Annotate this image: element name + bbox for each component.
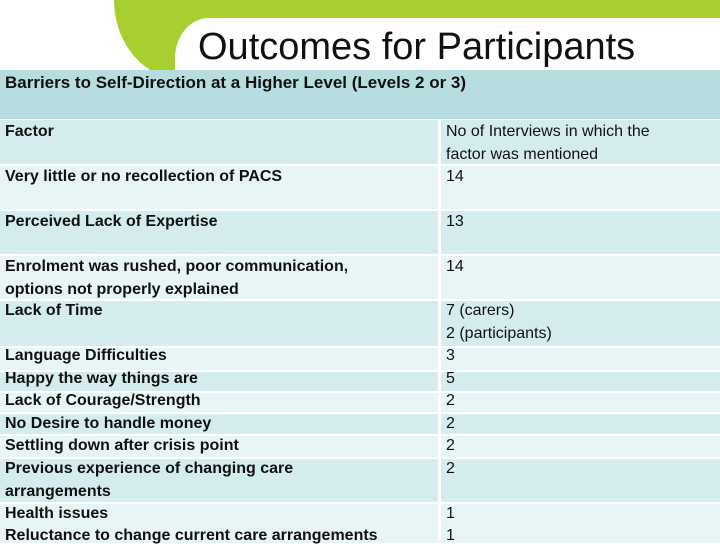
count-cell-line: 14 — [446, 258, 464, 275]
count-cell — [446, 166, 716, 189]
count-cell-line: 14 — [446, 168, 464, 185]
factor-cell-line: Happy the way things are — [5, 370, 198, 387]
count-cell-line: 1 — [446, 527, 455, 544]
count-cell — [446, 413, 716, 436]
factor-cell — [5, 390, 435, 413]
factor-cell-line: Previous experience of changing care — [5, 460, 294, 477]
factor-cell — [5, 368, 435, 391]
factor-column-header-line: Factor — [5, 123, 54, 140]
factor-cell-line: Language Difficulties — [5, 347, 167, 364]
count-cell-line: 5 — [446, 370, 455, 387]
count-column-header-line: factor was mentioned — [446, 145, 599, 163]
factor-cell-line: Settling down after crisis point — [5, 437, 239, 454]
factor-column-header — [5, 121, 435, 144]
count-cell-line: 2 — [446, 415, 455, 432]
count-cell — [446, 345, 716, 368]
factor-cell-line: Perceived Lack of Expertise — [5, 213, 218, 230]
factor-cell-line: Reluctance to change current care arrangements — [5, 527, 378, 544]
count-cell — [446, 458, 716, 481]
factor-cell-line: Health issues — [5, 505, 109, 522]
count-cell-line: 7 (carers) — [446, 302, 515, 319]
factor-cell — [5, 435, 435, 458]
count-cell-line: 1 — [446, 505, 455, 522]
table-heading: Barriers to Self-Direction at a Higher Level (Levels 2 or 3) — [5, 73, 467, 92]
factor-cell — [5, 413, 435, 436]
count-cell — [446, 256, 716, 279]
column-divider — [438, 120, 441, 540]
factor-cell-line: options not properly explained — [5, 280, 239, 298]
count-cell — [446, 435, 716, 458]
count-cell-line: 2 — [446, 437, 455, 454]
factor-cell-line: No Desire to handle money — [5, 415, 212, 432]
factor-cell-line: Lack of Courage/Strength — [5, 392, 201, 409]
factor-cell — [5, 211, 435, 234]
count-cell-line: 13 — [446, 213, 464, 230]
count-cell-line: 2 — [446, 392, 455, 409]
factor-cell-line: arrangements — [5, 482, 111, 500]
count-cell — [446, 211, 716, 234]
count-cell-line: 2 — [446, 460, 455, 477]
factor-cell — [5, 503, 435, 526]
factor-cell — [5, 166, 435, 189]
factor-cell-line: Lack of Time — [5, 302, 103, 319]
factor-cell-line: Enrolment was rushed, poor communication, — [5, 258, 349, 275]
count-column-header — [446, 121, 716, 166]
count-cell-line: 2 (participants) — [446, 324, 552, 342]
factor-cell — [5, 458, 435, 503]
factor-cell — [5, 345, 435, 368]
count-cell — [446, 390, 716, 413]
count-cell — [446, 503, 716, 526]
factor-cell — [5, 256, 435, 301]
count-cell — [446, 300, 716, 345]
factor-cell — [5, 300, 435, 323]
count-cell-line: 3 — [446, 347, 455, 364]
count-cell — [446, 368, 716, 391]
slide-title: Outcomes for Participants — [198, 26, 636, 68]
factor-cell — [5, 525, 435, 548]
count-column-header-line: No of Interviews in which the — [446, 123, 650, 140]
count-cell — [446, 525, 716, 548]
factor-cell-line: Very little or no recollection of PACS — [5, 168, 283, 185]
